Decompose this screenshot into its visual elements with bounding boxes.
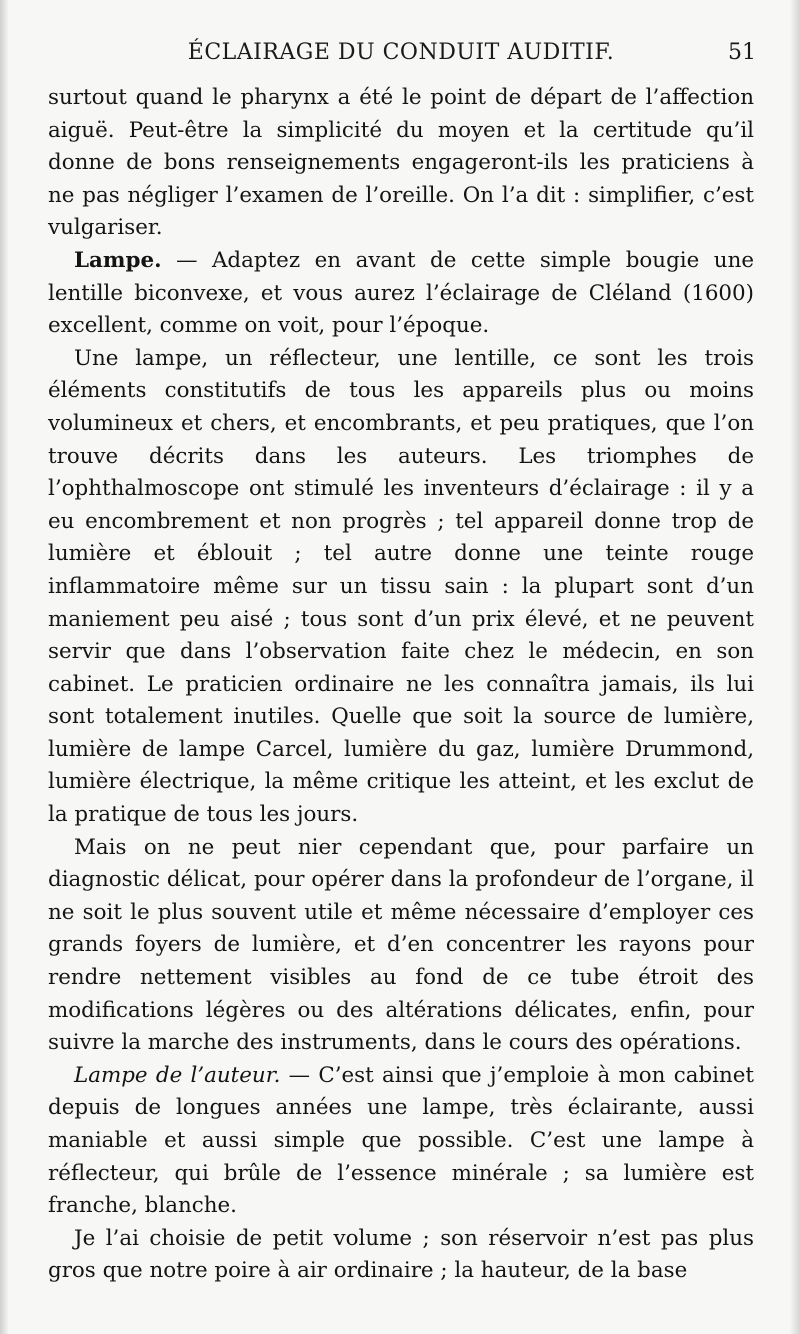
paragraph-text: Mais on ne peut nier cependant que, pour parfaire un diagnostic délicat, pour opérer dans la profondeur de l’organe, il ne soit le plus souvent utile et même nécessaire d’employer ces grands foyers de lumière, et d’en concentrer les rayons pour rendre nettement visibles au fond de ce tube étroit des modifications légères ou des altérations délicates, enfin, pour suivre la marche des instruments, dans le cours des opérations. — [48, 834, 754, 1056]
paragraph-text: Je l’ai choisie de petit volume ; son réservoir n’est pas plus gros que notre poire à air ordinaire ; la hauteur, de la base — [48, 1225, 754, 1284]
paragraph-text: — C’est ainsi que j’emploie à mon cabinet depuis de longues années une lampe, très éclairante, aussi maniable et aussi simple que possible. C’est une lampe à réflecteur, qui brûle de l’essence minérale ; sa lumière est franche, blanche. — [48, 1062, 755, 1219]
page-number: 51 — [728, 40, 756, 65]
paragraph-diagnostic — [48, 832, 754, 1060]
paragraph-text: — Adaptez en avant de cette simple bougie une lentille biconvexe, et vous aurez l’éclairage de Cléland (1600) excellent, comme on voit, pour l’époque. — [48, 247, 754, 339]
section-heading-lampe-auteur: Lampe de l’auteur. — [74, 1062, 281, 1088]
paragraph-continuation — [48, 82, 754, 245]
page-header — [46, 40, 756, 76]
body-text — [48, 82, 754, 1288]
paragraph-petit-volume — [48, 1223, 754, 1288]
page-right-edge — [790, 0, 800, 1334]
paragraph-text: Une lampe, un réflecteur, une lentille, ce sont les trois éléments constitutifs de tous les appareils plus ou moins volumineux et chers, et encombrants, et peu pratiques, que l’on trouve décrits dans les auteurs. Les triomphes de l’ophthalmoscope ont stimulé les inventeurs d’éclairage : il y a eu encombrement et non progrès ; tel appareil donne trop de lumière et éblouit ; tel autre donne une teinte rouge inflammatoire même sur un tissu sain : la plupart sont d’un maniement peu aisé ; tous sont d’un prix élevé, et ne peuvent servir que dans l’observation faite chez le médecin, en son cabinet. Le praticien ordinaire ne les connaîtra jamais, ils lui sont totalement inutiles. Quelle que soit la source de lumière, lumière de lampe Carcel, lumière du gaz, lumière Drummond, lumière électrique, la même critique les atteint, et les exclut de la pratique de tous les jours. — [48, 345, 754, 828]
running-head: ÉCLAIRAGE DU CONDUIT AUDITIF. — [187, 40, 615, 65]
paragraph-text: surtout quand le pharynx a été le point de départ de l’affection aiguë. Peut-être la simplicité du moyen et la certitude qu’il donne de bons renseignements engageront-ils les praticiens à ne pas négliger l’examen de l’oreille. On l’a dit : simplifier, c’est vulgariser. — [48, 85, 754, 241]
paragraph-lampe — [48, 245, 754, 343]
paragraph-elements — [48, 343, 754, 832]
page-left-edge — [0, 0, 8, 1334]
paragraph-lampe-auteur — [48, 1060, 754, 1223]
section-heading-lampe: Lampe. — [74, 247, 162, 273]
